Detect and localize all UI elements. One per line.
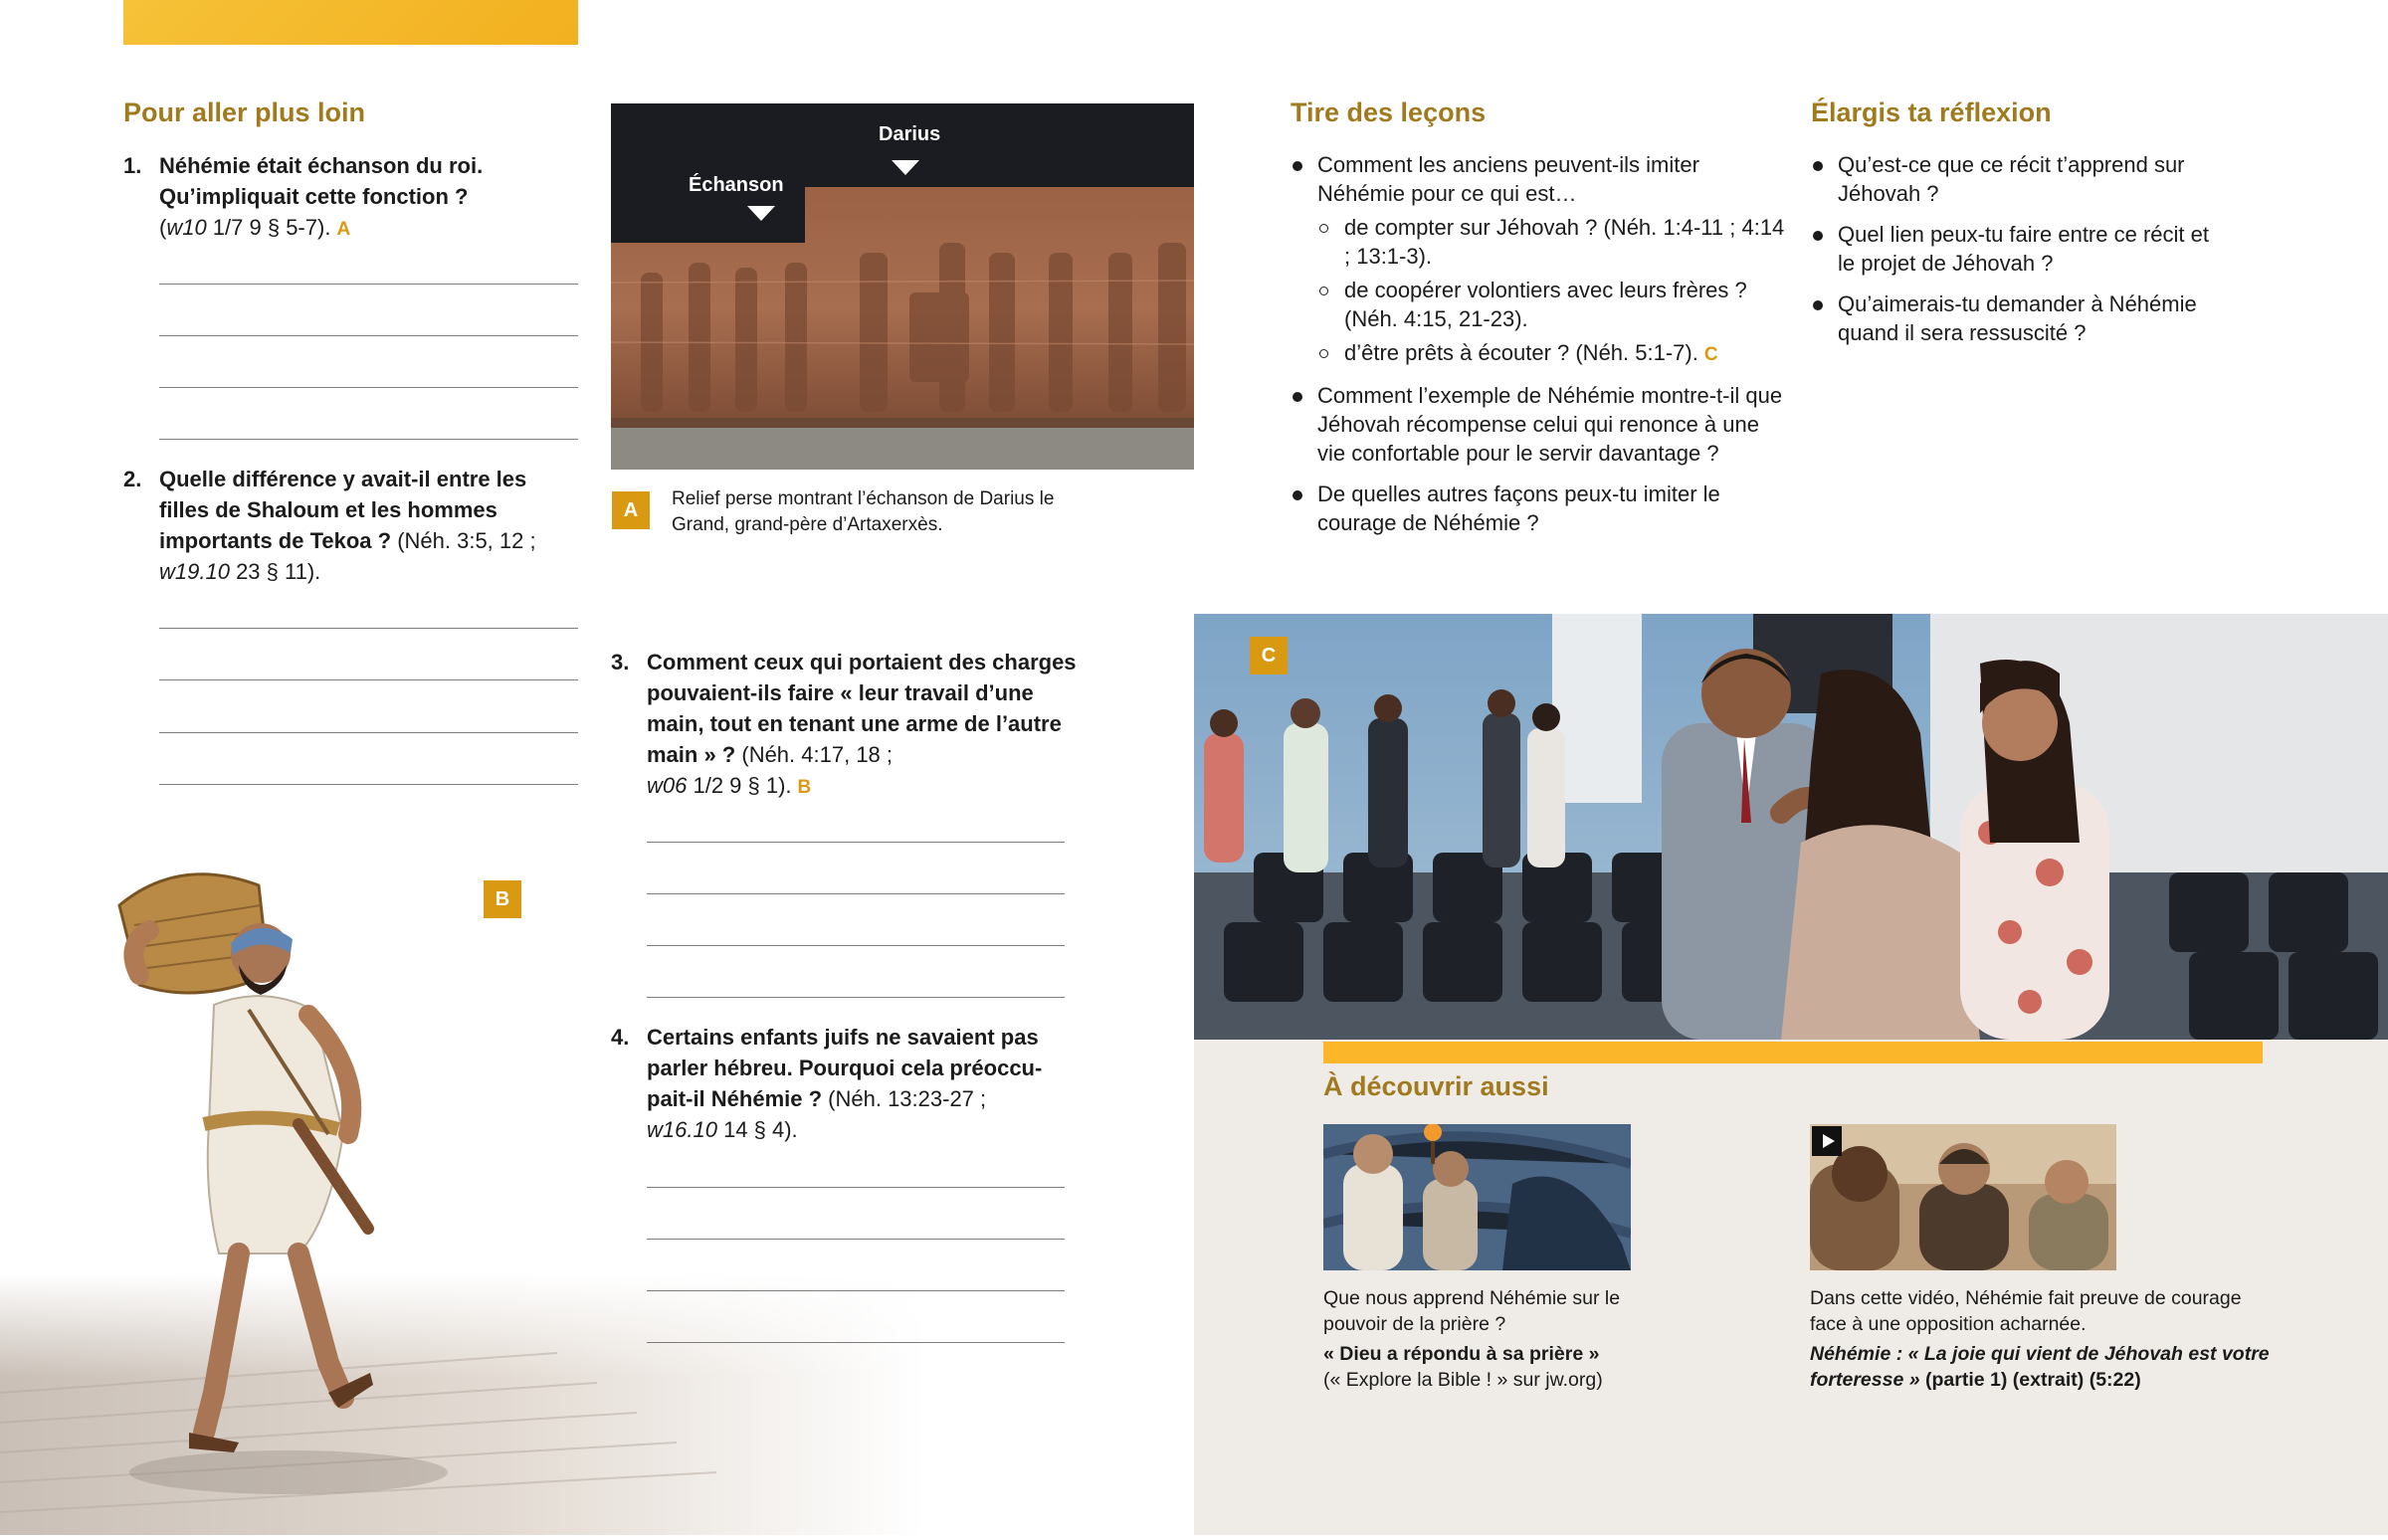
answer-line[interactable] (159, 784, 578, 785)
reference-rest: 23 § 11). (229, 559, 321, 584)
nehemiah-video-still-image (1810, 1124, 2116, 1270)
figure-badge-c: C (1250, 637, 1288, 674)
sub-item-text: de coopérer volontiers avec leurs frères ? (Néh. 4:15, 21-23). (1344, 278, 1747, 331)
answer-line[interactable] (159, 387, 578, 388)
question-text: Quelle différence y avait-il entre les filles de Shaloum et les hommes importants de Tekoa ? (159, 467, 527, 553)
reference-rest: 1/7 9 § 5-7). (206, 215, 331, 240)
answer-line[interactable] (647, 1342, 1065, 1343)
discover-item-description: Dans cette vidéo, Néhémie fait preuve de courage face à une opposition acharnée. (1810, 1287, 2242, 1335)
relief-caption: Relief perse montrant l’échanson de Darius le Grand, grand-père d’Artaxerxès. (672, 488, 1055, 535)
reference-publication: w10 (166, 215, 207, 240)
play-icon[interactable] (1812, 1126, 1842, 1156)
relief-label-darius: Darius (879, 123, 941, 145)
video-title[interactable]: Néhémie : « La joie qui vient de Jéhovah est votre forteresse » (1810, 1343, 2270, 1391)
reference-rest: 14 § 4). (716, 1117, 798, 1142)
list-item (1291, 150, 1788, 369)
answer-line[interactable] (647, 1290, 1065, 1291)
sub-item-text: d’être prêts à écouter ? (Néh. 5:1-7). (1344, 340, 1698, 365)
question-4 (611, 1022, 1079, 1145)
sub-list-item (1317, 276, 1788, 333)
meeting-hall-photo (1194, 614, 2388, 1040)
list-item-text: Qu’est-ce que ce récit t’apprend sur Jéhovah ? (1838, 152, 2185, 206)
question-text: Néhémie était échanson du roi. Qu’impliquait cette fonction ? (159, 153, 484, 209)
sub-list-item (1317, 213, 1788, 271)
list-item (1811, 220, 2229, 278)
list-item (1811, 289, 2229, 347)
elders-comforting-sisters-image (1194, 614, 2388, 1040)
list-item-text: Comment les anciens peuvent-ils imiter Néhémie pour ce qui est… (1317, 152, 1699, 206)
question-text: Comment ceux qui portaient des charges pouvaient-ils faire « leur travail d’une main, tout en tenant une arme de l’autre main » ? (647, 650, 1077, 767)
answer-line[interactable] (159, 439, 578, 440)
answer-line[interactable] (159, 732, 578, 733)
reference-plain: (Néh. 3:5, 12 ; (391, 528, 536, 553)
reflection-list (1811, 150, 2229, 359)
relief-photo (611, 103, 1194, 470)
section-heading-go-further: Pour aller plus loin (123, 97, 366, 127)
discover-item-title-link[interactable] (1810, 1341, 2278, 1393)
answer-line[interactable] (159, 628, 578, 629)
answer-line[interactable] (647, 842, 1065, 843)
discover-item-title-link[interactable]: « Dieu a répondu à sa prière » (1323, 1343, 1600, 1365)
answer-line[interactable] (159, 284, 578, 285)
answer-line[interactable] (647, 1239, 1065, 1240)
discover-item-2-text (1810, 1285, 2278, 1393)
question-1 (123, 150, 581, 245)
discover-thumbnail-1[interactable] (1323, 1124, 1631, 1270)
answer-line[interactable] (159, 679, 578, 680)
figure-letter-ref: B (797, 777, 812, 798)
question-number: 3. (611, 650, 630, 674)
question-number: 1. (123, 153, 142, 178)
list-item-text: De quelles autres façons peux-tu imiter le courage de Néhémie ? (1317, 481, 1720, 535)
list-item (1291, 381, 1788, 468)
list-item-text: Qu’aimerais-tu demander à Néhémie quand il sera ressuscité ? (1838, 291, 2197, 345)
section-heading-discover: À découvrir aussi (1323, 1071, 1549, 1101)
question-number: 2. (123, 467, 142, 491)
discover-item-1-text (1323, 1285, 1622, 1393)
answer-line[interactable] (647, 997, 1065, 998)
persian-relief-image (611, 103, 1194, 470)
question-text: Certains enfants juifs ne savaient pas parler hébreu. Pourquoi cela préoccupait-il Néhémie ? (647, 1025, 1043, 1111)
reference-rest: 1/2 9 § 1). (687, 773, 792, 798)
nehemiah-prayer-article-image (1323, 1124, 1631, 1270)
question-3 (611, 647, 1079, 803)
list-item (1811, 150, 2229, 208)
list-item-text: Quel lien peux-tu faire entre ce récit et le projet de Jéhovah ? (1838, 222, 2209, 276)
lessons-list (1291, 150, 1788, 549)
relief-label-echanson: Échanson (689, 174, 784, 196)
reference-publication: w06 (647, 773, 688, 798)
figure-badge-a: A (612, 491, 650, 529)
sub-list-item (1317, 338, 1788, 369)
reference-open: ( (159, 215, 167, 240)
figure-badge-b: B (484, 880, 521, 918)
discover-accent-bar (1323, 1042, 2263, 1063)
question-2 (123, 464, 581, 587)
question-number: 4. (611, 1025, 630, 1050)
reference-plain: (Néh. 4:17, 18 ; (735, 742, 894, 767)
answer-line[interactable] (647, 945, 1065, 946)
answer-line[interactable] (647, 1187, 1065, 1188)
discover-thumbnail-2[interactable] (1810, 1124, 2116, 1270)
sub-item-text: de compter sur Jéhovah ? (Néh. 1:4-11 ; 4:14 ; 13:1-3). (1344, 215, 1785, 269)
section-heading-reflection: Élargis ta réflexion (1811, 97, 2052, 127)
illustration-worker-figure (0, 836, 925, 1535)
list-item (1291, 480, 1788, 537)
figure-letter-ref: A (336, 219, 351, 240)
discover-item-description: Que nous apprend Néhémie sur le pouvoir de la prière ? (1323, 1287, 1621, 1335)
reference-plain: (Néh. 13:23-27 ; (822, 1086, 987, 1111)
reference-publication: w16.10 (647, 1117, 717, 1142)
answer-line[interactable] (647, 893, 1065, 894)
figure-letter-ref: C (1703, 344, 1718, 365)
discover-item-source: (« Explore la Bible ! » sur jw.org) (1323, 1369, 1603, 1391)
reference-publication: w19.10 (159, 559, 230, 584)
answer-line[interactable] (159, 335, 578, 336)
header-accent-tab (123, 0, 578, 45)
video-title-detail: (partie 1) (extrait) (5:22) (1919, 1369, 2141, 1391)
list-item-text: Comment l’exemple de Néhémie montre-t-il que Jéhovah récompense celui qui renonce à une vie confortable pour le servir davantage ? (1317, 383, 1783, 466)
worker-carrying-basket-image (0, 836, 925, 1535)
section-heading-lessons: Tire des leçons (1291, 97, 1487, 127)
